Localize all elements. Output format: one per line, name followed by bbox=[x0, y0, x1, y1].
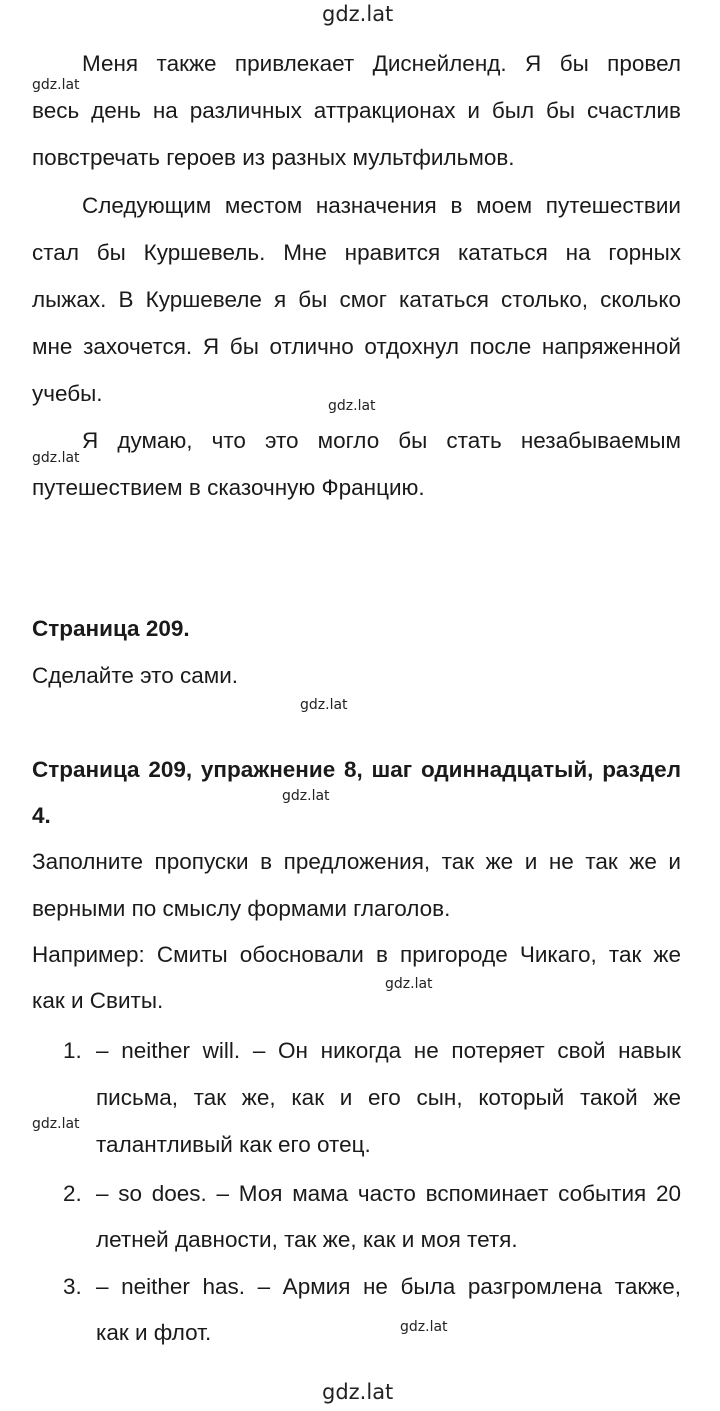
instruction-line: Заполните пропуски в предложения, так же и не так же и bbox=[32, 849, 681, 874]
watermark-top: gdz.lat bbox=[322, 2, 394, 26]
text-line: Следующим местом назначения в моем путешествии bbox=[82, 193, 681, 218]
list-number: 2. bbox=[63, 1181, 82, 1206]
section-heading: Страница 209. bbox=[32, 616, 190, 641]
list-item-line: – neither has. – Армия не была разгромлена также, bbox=[96, 1274, 681, 1299]
watermark: gdz.lat bbox=[32, 1116, 80, 1132]
watermark: gdz.lat bbox=[32, 450, 80, 466]
example-line: Например: Смиты обосновали в пригороде Чикаго, так же bbox=[32, 942, 681, 967]
text-line: Меня также привлекает Диснейленд. Я бы провел bbox=[82, 51, 681, 76]
section-heading: Страница 209, упражнение 8, шаг одиннадцатый, раздел bbox=[32, 757, 681, 782]
list-item-line: как и флот. bbox=[96, 1320, 212, 1345]
list-item-line: – neither will. – Он никогда не потеряет свой навык bbox=[96, 1038, 681, 1063]
list-item-line: летней давности, так же, как и моя тетя. bbox=[96, 1227, 518, 1252]
text-line: лыжах. В Куршевеле я бы смог кататься столько, сколько bbox=[32, 287, 681, 312]
text-line: мне захочется. Я бы отлично отдохнул после напряженной bbox=[32, 334, 681, 359]
list-item-line: письма, так же, как и его сын, который такой же bbox=[96, 1085, 681, 1110]
watermark: gdz.lat bbox=[385, 976, 433, 992]
text-line: весь день на различных аттракционах и был бы счастлив bbox=[32, 98, 681, 123]
watermark: gdz.lat bbox=[300, 697, 348, 713]
section-heading-continuation: 4. bbox=[32, 803, 51, 828]
text-line: стал бы Куршевель. Мне нравится кататься на горных bbox=[32, 240, 681, 265]
list-item-line: талантливый как его отец. bbox=[96, 1132, 371, 1157]
example-line: как и Свиты. bbox=[32, 988, 164, 1013]
section-text: Сделайте это сами. bbox=[32, 663, 239, 688]
list-item-line: – so does. – Моя мама часто вспоминает события 20 bbox=[96, 1181, 681, 1206]
list-number: 3. bbox=[63, 1274, 82, 1299]
text-line: путешествием в сказочную Францию. bbox=[32, 475, 425, 500]
watermark: gdz.lat bbox=[282, 788, 330, 804]
watermark: gdz.lat bbox=[32, 77, 80, 93]
list-number: 1. bbox=[63, 1038, 82, 1063]
instruction-line: верными по смыслу формами глаголов. bbox=[32, 896, 451, 921]
text-line: повстречать героев из разных мультфильмов. bbox=[32, 145, 515, 170]
watermark-bottom: gdz.lat bbox=[322, 1380, 394, 1404]
text-line: учебы. bbox=[32, 381, 103, 406]
watermark: gdz.lat bbox=[328, 398, 376, 414]
text-line: Я думаю, что это могло бы стать незабываемым bbox=[82, 428, 681, 453]
watermark: gdz.lat bbox=[400, 1319, 448, 1335]
